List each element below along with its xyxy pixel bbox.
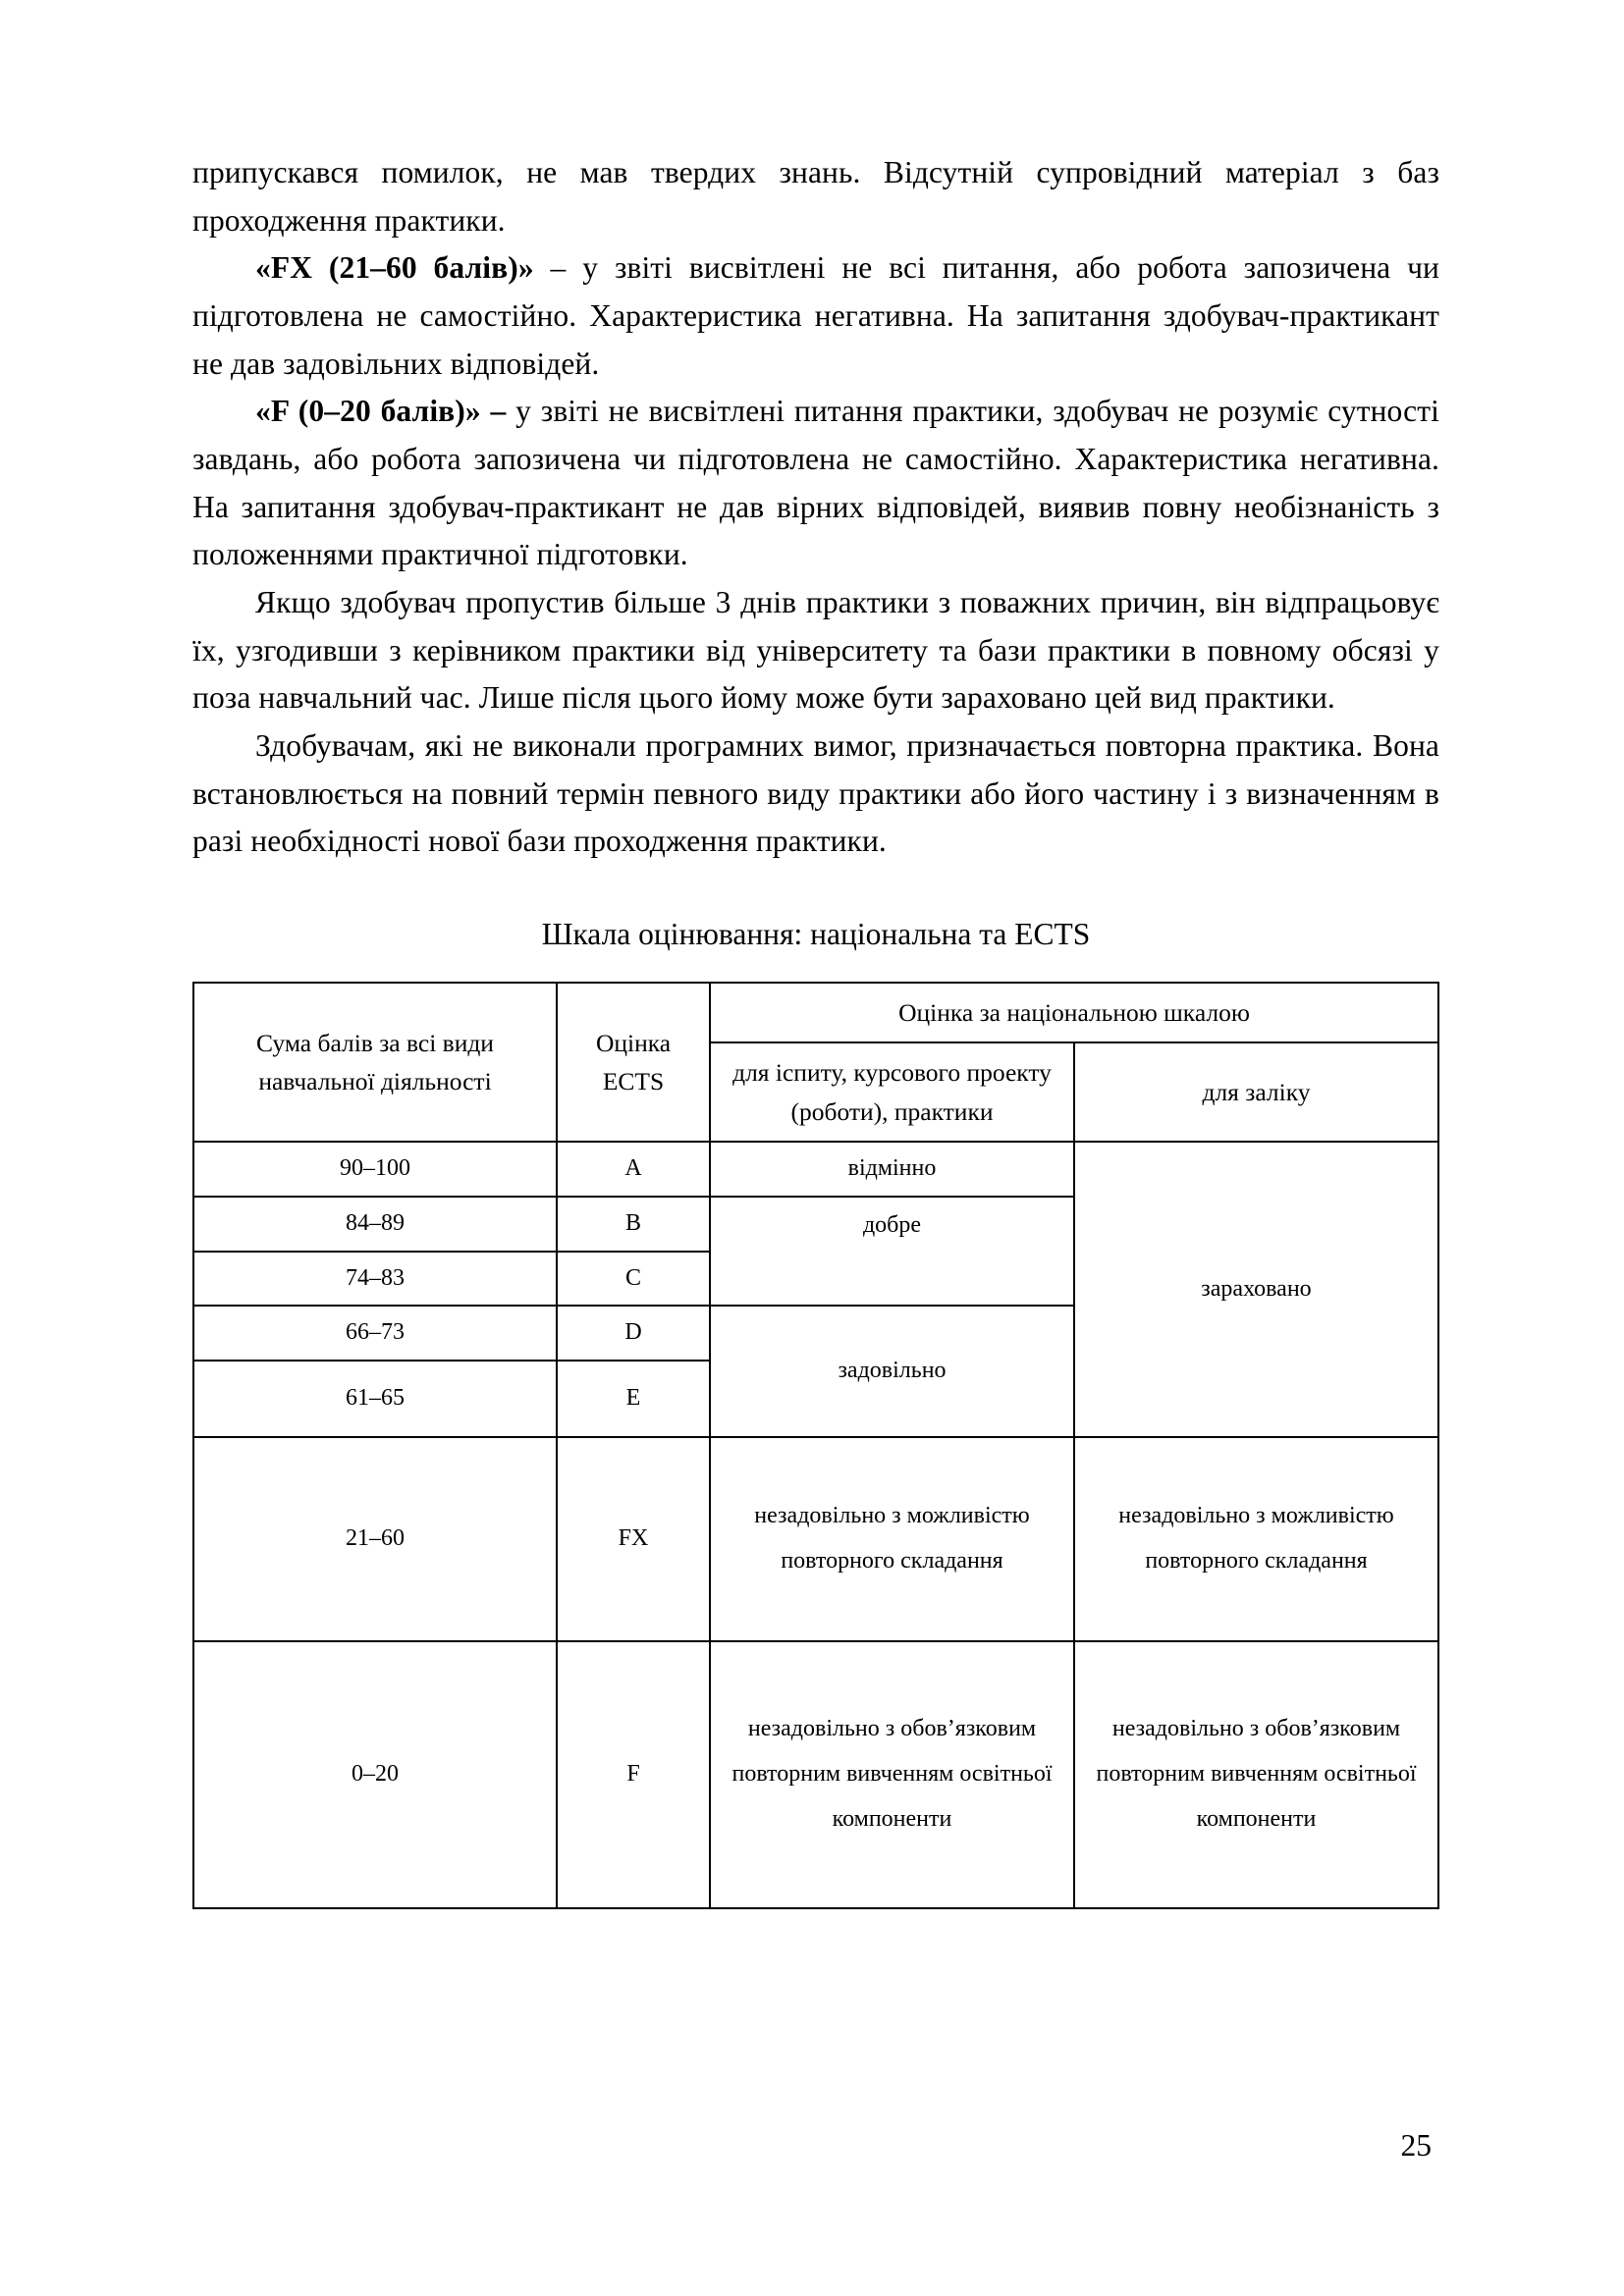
header-for-exam: для іспиту, курсового проекту (роботи), практики <box>710 1042 1074 1142</box>
cell-national: незадовільно з обов’язковим повторним вивченням освітньої компоненти <box>710 1641 1074 1908</box>
cell-ects: A <box>557 1142 710 1197</box>
page-number: 25 <box>1400 2128 1432 2163</box>
paragraph-3-lead: «F (0–20 балів)» – <box>255 394 507 429</box>
cell-credit: незадовільно з можливістю повторного складання <box>1074 1437 1438 1641</box>
cell-points: 74–83 <box>193 1252 557 1307</box>
paragraph-2-lead: «FX (21–60 балів)» <box>255 250 534 286</box>
header-for-credit: для заліку <box>1074 1042 1438 1142</box>
table-caption: Шкала оцінювання: національна та ECTS <box>541 916 1091 951</box>
table-header-row-1 <box>193 983 1438 1043</box>
cell-ects: D <box>557 1306 710 1361</box>
cell-national-good: добре <box>710 1197 1074 1306</box>
grading-scale-table <box>192 982 1439 1909</box>
cell-national: відмінно <box>710 1142 1074 1197</box>
cell-points: 84–89 <box>193 1197 557 1252</box>
cell-points: 21–60 <box>193 1437 557 1641</box>
cell-points: 0–20 <box>193 1641 557 1908</box>
cell-points: 90–100 <box>193 1142 557 1197</box>
cell-national-satisfactory: задовільно <box>710 1306 1074 1437</box>
paragraph-3 <box>192 388 1439 579</box>
paragraph-2-text: – у звіті висвітлені не всі питання, або робота запозичена чи підготовлена не самостійно. Характеристика негативна. На запитання здобувач-практикант не дав задовільних відповідей. <box>192 250 1439 381</box>
header-sum-points: Сума балів за всі види навчальної діяльності <box>193 983 557 1143</box>
cell-ects: B <box>557 1197 710 1252</box>
page-content <box>192 149 1439 1909</box>
cell-credit: незадовільно з обов’язковим повторним вивченням освітньої компоненти <box>1074 1641 1438 1908</box>
cell-points: 61–65 <box>193 1361 557 1437</box>
paragraph-4: Якщо здобувач пропустив більше 3 днів практики з поважних причин, він відпрацьовує їх, узгодивши з керівником практики від університету та бази практики в повному обсязі у поза навчальний час. Лише після цього йому може бути зараховано цей вид практики. <box>192 584 1439 716</box>
cell-ects: F <box>557 1641 710 1908</box>
cell-ects: C <box>557 1252 710 1307</box>
cell-ects: E <box>557 1361 710 1437</box>
header-ects-grade: Оцінка ECTS <box>557 983 710 1143</box>
cell-national: незадовільно з можливістю повторного складання <box>710 1437 1074 1641</box>
paragraph-1: припускався помилок, не мав твердих знань. Відсутній супровідний матеріал з баз проходження практики. <box>192 155 1439 238</box>
header-national-scale: Оцінка за національною шкалою <box>710 983 1438 1043</box>
cell-points: 66–73 <box>193 1306 557 1361</box>
table-row <box>193 1641 1438 1908</box>
paragraph-3-text: у звіті не висвітлені питання практики, здобувач не розуміє сутності завдань, або робота запозичена чи підготовлена не самостійно. Характеристика негативна. На запитання здобувач-практикант не дав вірних відповідей, виявив повну необізнаність з положеннями практичної підготовки. <box>192 394 1439 572</box>
paragraph-2 <box>192 244 1439 388</box>
table-row <box>193 1142 1438 1197</box>
cell-credit-passed: зараховано <box>1074 1142 1438 1436</box>
table-row <box>193 1437 1438 1641</box>
cell-ects: FX <box>557 1437 710 1641</box>
paragraph-5: Здобувачам, які не виконали програмних вимог, призначається повторна практика. Вона встановлюється на повний термін певного виду практики або його частину і з визначенням в разі необхідності нової бази проходження практики. <box>192 727 1439 859</box>
